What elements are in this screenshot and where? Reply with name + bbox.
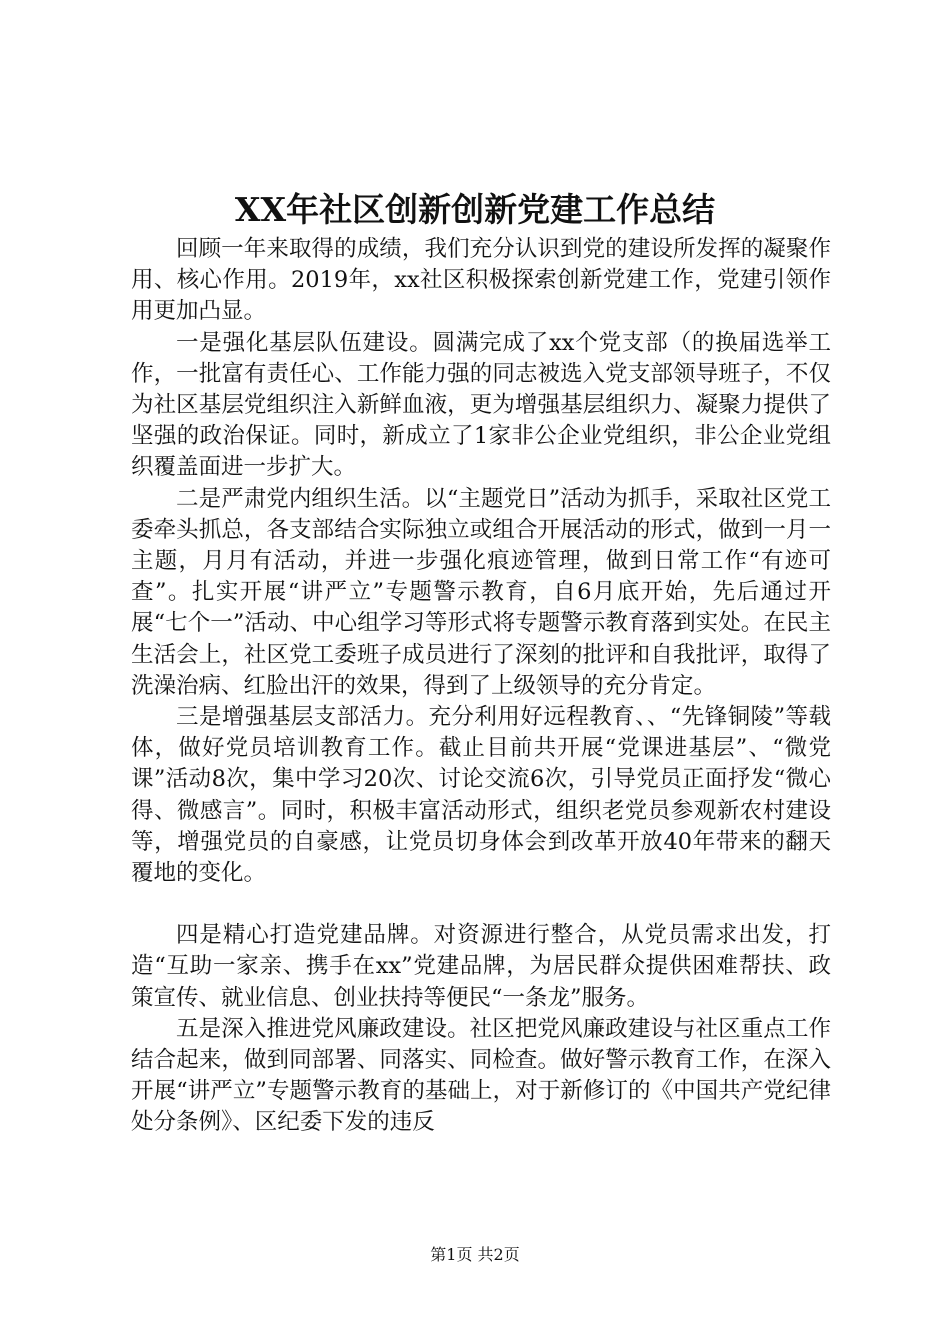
paragraph-one: 一是强化基层队伍建设。圆满完成了xx个党支部（的换届选举工作，一批富有责任心、工作能力强的同志被选入党支部领导班子，不仅为社区基层党组织注入新鲜血液，更为增强基层组织力、凝聚力提供了坚强的政治保证。同时，新成立了1家非公企业党组织，非公企业党组织覆盖面进一步扩大。 bbox=[131, 329, 831, 481]
document-title: XX年社区创新创新党建工作总结 bbox=[234, 190, 716, 229]
page-number-footer: 第1页 共2页 bbox=[430, 1245, 520, 1264]
paragraph-three: 三是增强基层支部活力。充分利用好远程教育、、“先锋铜陵”等载体，做好党员培训教育工作。截止目前共开展“党课进基层”、“微党课”活动8次，集中学习20次、讨论交流6次，引导党员正面抒发“微心得、微感言”。同时，积极丰富活动形式，组织老党员参观新农村建设等，增强党员的自豪感，让党员切身体会到改革开放40年带来的翻天覆地的变化。 bbox=[131, 704, 831, 887]
paragraph-five: 五是深入推进党风廉政建设。社区把党风廉政建设与社区重点工作结合起来，做到同部署、同落实、同检查。做好警示教育工作，在深入开展“讲严立”专题警示教育的基础上，对于新修订的《中国共产党纪律处分条例》、区纪委下发的违反 bbox=[131, 1015, 831, 1136]
paragraph-intro: 回顾一年来取得的成绩，我们充分认识到党的建设所发挥的凝聚作用、核心作用。2019年，xx社区积极探索创新党建工作，党建引领作用更加凸显。 bbox=[131, 236, 831, 325]
paragraph-two: 二是严肃党内组织生活。以“主题党日”活动为抓手，采取社区党工委牵头抓总，各支部结合实际独立或组合开展活动的形式，做到一月一主题，月月有活动，并进一步强化痕迹管理，做到日常工作“有迹可查”。扎实开展“讲严立”专题警示教育，自6月底开始，先后通过开展“七个一”活动、中心组学习等形式将专题警示教育落到实处。在民主生活会上，社区党工委班子成员进行了深刻的批评和自我批评，取得了洗澡治病、红脸出汗的效果，得到了上级领导的充分肯定。 bbox=[131, 485, 831, 699]
paragraph-four: 四是精心打造党建品牌。对资源进行整合，从党员需求出发，打造“互助一家亲、携手在xx”党建品牌，为居民群众提供困难帮扶、政策宣传、就业信息、创业扶持等便民“一条龙”服务。 bbox=[131, 922, 831, 1011]
document-body bbox=[131, 234, 831, 1139]
